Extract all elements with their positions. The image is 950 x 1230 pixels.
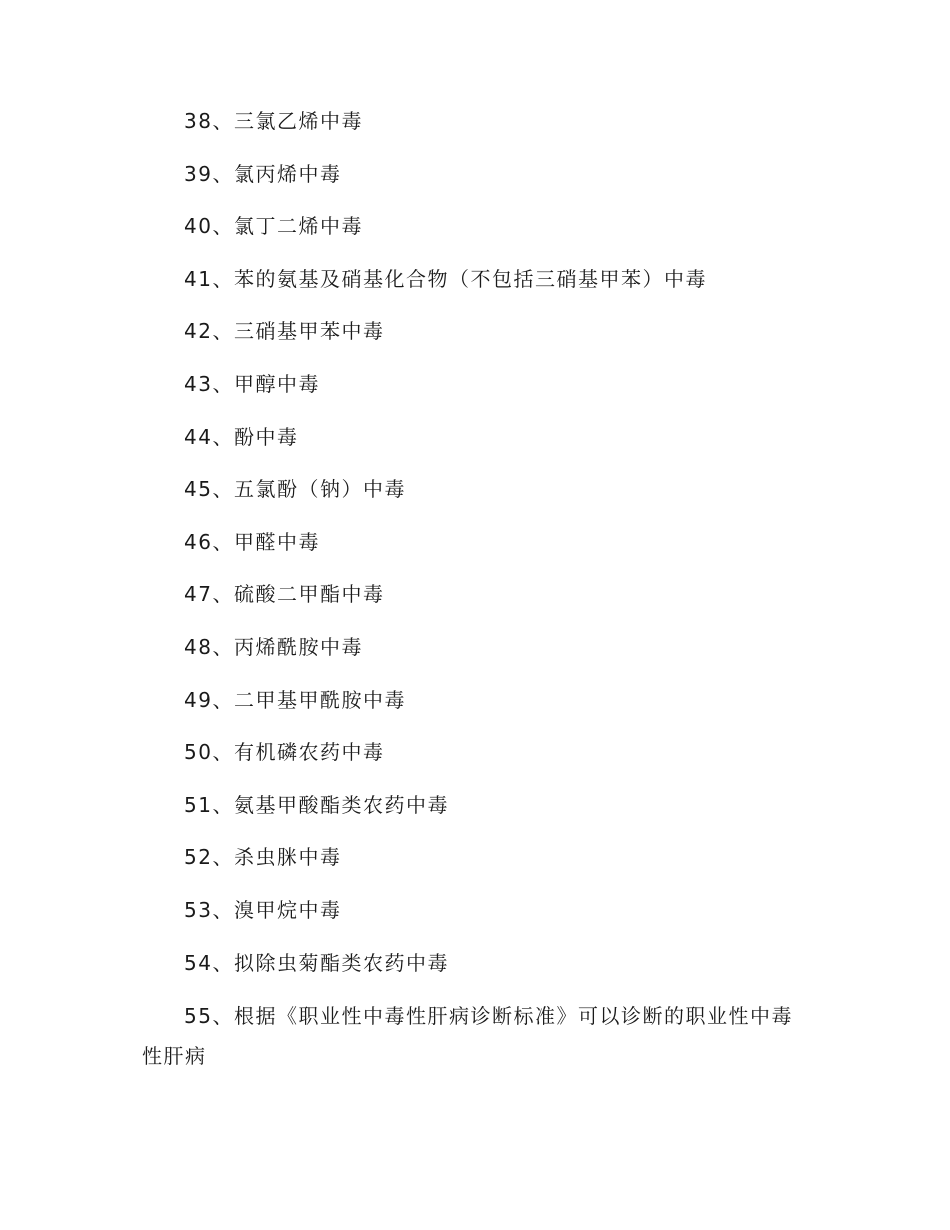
list-item: 51、氨基甲酸酯类农药中毒 bbox=[184, 792, 449, 817]
list-item: 38、三氯乙烯中毒 bbox=[184, 109, 363, 133]
list-item: 50、有机磷农药中毒 bbox=[184, 740, 385, 765]
list-item: 45、五氯酚（钠）中毒 bbox=[184, 477, 406, 502]
list-item: 52、杀虫脒中毒 bbox=[184, 845, 342, 870]
list-item: 42、三硝基甲苯中毒 bbox=[184, 319, 385, 344]
list-item: 49、二甲基甲酰胺中毒 bbox=[184, 687, 406, 712]
poisoning-list bbox=[142, 108, 812, 1076]
list-item: 53、溴甲烷中毒 bbox=[184, 897, 342, 922]
list-item: 40、氯丁二烯中毒 bbox=[184, 214, 363, 239]
list-item: 41、苯的氨基及硝基化合物（不包括三硝基甲苯）中毒 bbox=[184, 266, 707, 291]
list-item: 46、甲醛中毒 bbox=[184, 529, 320, 554]
list-item: 39、氯丙烯中毒 bbox=[184, 161, 342, 186]
list-item: 44、酚中毒 bbox=[184, 424, 299, 449]
list-item: 54、拟除虫菊酯类农药中毒 bbox=[184, 950, 449, 975]
list-item: 43、甲醇中毒 bbox=[184, 371, 320, 396]
list-item: 48、丙烯酰胺中毒 bbox=[184, 634, 363, 659]
list-item-wrapped: 55、根据《职业性中毒性肝病诊断标准》可以诊断的职业性中毒性肝病 bbox=[142, 1004, 793, 1069]
list-item: 47、硫酸二甲酯中毒 bbox=[184, 582, 385, 607]
